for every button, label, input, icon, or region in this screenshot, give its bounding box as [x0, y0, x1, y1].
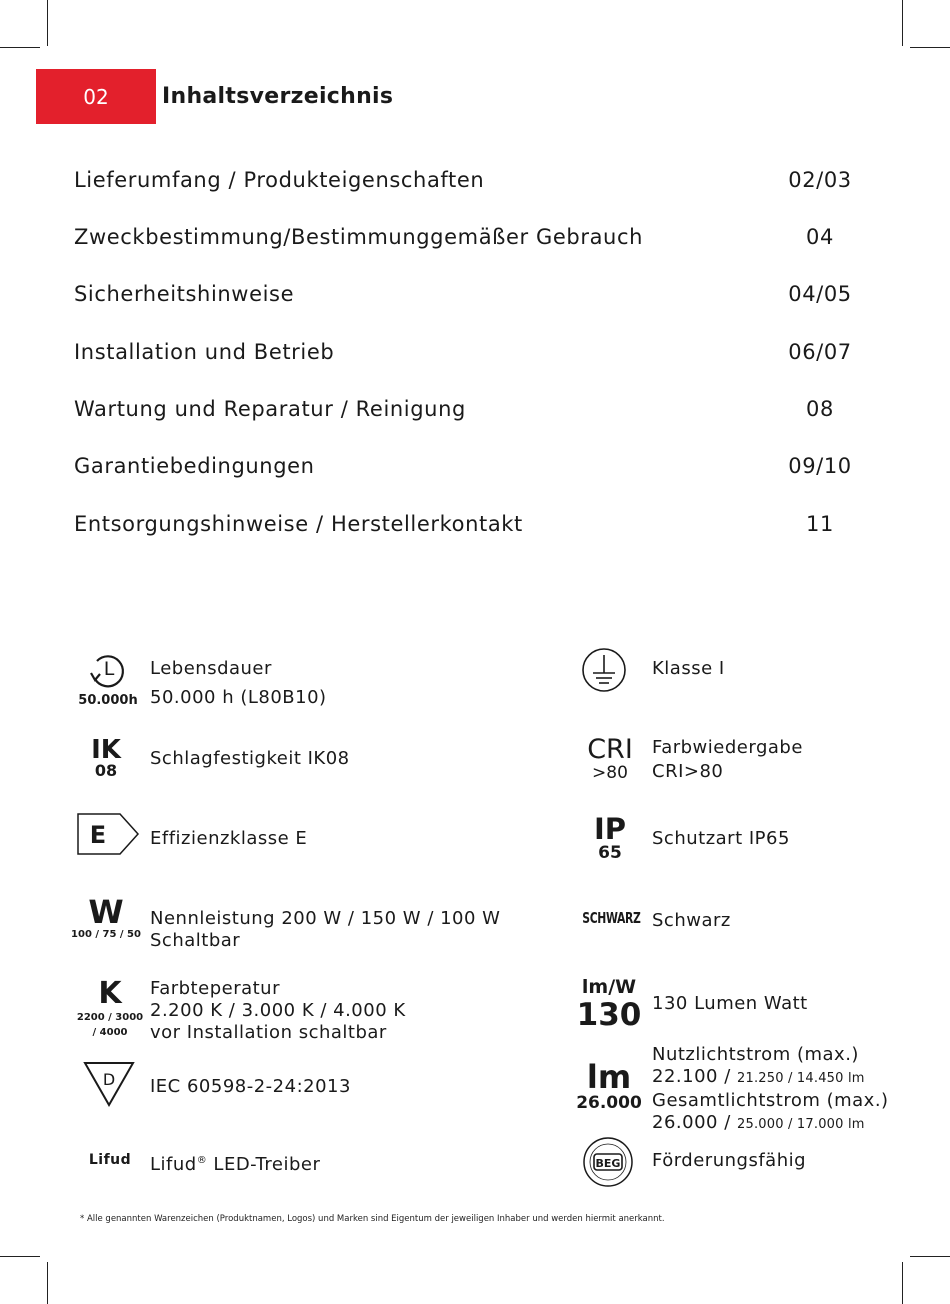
d-letter: D — [102, 1070, 116, 1089]
crop-mark — [47, 1262, 48, 1304]
lifetime-text — [150, 654, 327, 712]
efficiency-arrow-shape — [76, 812, 140, 856]
ip-icon-top: IP — [593, 812, 627, 846]
crop-mark — [47, 0, 48, 46]
toc-entry-page: 06/07 — [788, 340, 852, 364]
color-temp-line-1: Farbteperatur — [150, 978, 280, 999]
beg-seal-text: BEG — [595, 1157, 621, 1170]
flux-useful-variants: 21.250 / 14.450 lm — [737, 1071, 865, 1086]
toc-entry-page: 09/10 — [788, 454, 852, 478]
color-temp-text — [150, 978, 406, 1044]
flux-useful-max: 22.100 / — [652, 1066, 737, 1087]
toc-entry[interactable] — [74, 512, 860, 544]
lumen-per-watt-icon — [576, 974, 642, 1034]
lumen-icon-bottom: 26.000 — [576, 1093, 642, 1113]
cri-line-2: CRI>80 — [652, 761, 724, 782]
crop-mark — [910, 1256, 950, 1257]
lifetime-clock-icon — [76, 648, 140, 710]
flux-line-1: Nutzlichtstrom (max.) — [652, 1044, 859, 1065]
power-line-1: Nennleistung 200 W / 150 W / 100 W — [150, 908, 501, 929]
toc-entry-label: Zweckbestimmung/Bestimmunggemäßer Gebrauch — [74, 225, 644, 249]
cri-line-1: Farbwiedergabe — [652, 737, 803, 758]
kelvin-icon-bottom-2: / 4000 — [92, 1027, 128, 1038]
class-text: Klasse I — [652, 658, 725, 679]
lifud-logo-icon — [80, 1148, 140, 1172]
toc-entry-label: Installation und Betrieb — [74, 340, 335, 364]
toc-entry-page: 11 — [806, 512, 834, 536]
flux-text — [652, 1044, 889, 1136]
toc-entry-page: 02/03 — [788, 168, 852, 192]
cri-icon-top: CRI — [587, 734, 633, 765]
wattage-icon-top: W — [88, 893, 124, 931]
page-number-badge — [36, 69, 156, 124]
kelvin-icon-bottom-1: 2200 / 3000 — [76, 1012, 144, 1023]
crop-mark — [0, 1256, 40, 1257]
lumen-icon-top: lm — [586, 1058, 632, 1096]
efficacy-icon-top: lm/W — [581, 976, 637, 998]
flux-total-variants: 25.000 / 17.000 lm — [737, 1117, 865, 1132]
lumen-icon — [576, 1060, 642, 1114]
d-triangle-icon — [82, 1058, 136, 1110]
toc-entry-label: Sicherheitshinweise — [74, 282, 295, 306]
color-black-icon — [578, 904, 644, 932]
efficacy-icon-bottom: 130 — [576, 997, 642, 1033]
color-icon-text: SCHWARZ — [581, 909, 641, 927]
crop-mark — [0, 47, 40, 48]
toc-entry-page: 04 — [806, 225, 834, 249]
toc-entry[interactable] — [74, 340, 860, 372]
cri-text — [652, 736, 803, 784]
color-temp-line-3: vor Installation schaltbar — [150, 1022, 387, 1043]
lifetime-value: 50.000 h (L80B10) — [150, 687, 327, 708]
efficiency-text: Effizienzklasse E — [150, 828, 308, 849]
power-line-2: Schaltbar — [150, 930, 241, 951]
funding-text: Förderungsfähig — [652, 1150, 807, 1171]
toc-entry[interactable] — [74, 168, 860, 200]
ik-icon-top: IK — [91, 735, 121, 765]
lifud-logo-text: Lifud — [88, 1152, 132, 1168]
toc-entry-page: 04/05 — [788, 282, 852, 306]
ip-icon-bottom: 65 — [598, 843, 622, 863]
wattage-icon — [72, 894, 140, 944]
cri-icon — [582, 734, 638, 784]
beg-seal-shape — [582, 1136, 634, 1188]
lifetime-title: Lebensdauer — [150, 658, 272, 679]
efficiency-letter: E — [89, 821, 107, 849]
page-title: Inhaltsverzeichnis — [162, 84, 394, 109]
toc-entry[interactable] — [74, 225, 860, 257]
flux-total-max: 26.000 / — [652, 1112, 737, 1133]
power-text — [150, 908, 500, 952]
d-triangle-shape — [82, 1059, 136, 1109]
flux-line-3: Gesamtlichtstrom (max.) — [652, 1090, 889, 1111]
toc-entry-label: Wartung und Reparatur / Reinigung — [74, 397, 466, 421]
earth-symbol — [581, 647, 627, 693]
driver-brand: Lifud — [150, 1154, 197, 1175]
ik-rating-icon — [86, 736, 126, 782]
color-text: Schwarz — [652, 910, 731, 931]
driver-rest: LED-Treiber — [207, 1154, 321, 1175]
color-temp-line-2: 2.200 K / 3.000 K / 4.000 K — [150, 1000, 406, 1021]
cri-icon-bottom: >80 — [592, 763, 628, 783]
flux-line-2 — [652, 1066, 889, 1090]
standard-text: IEC 60598-2-24:2013 — [150, 1076, 351, 1097]
toc-entry-label: Garantiebedingungen — [74, 454, 315, 478]
efficacy-text: 130 Lumen Watt — [652, 993, 808, 1014]
protective-earth-icon — [580, 646, 628, 694]
wattage-icon-bottom: 100 / 75 / 50 — [71, 929, 141, 940]
crop-mark — [910, 47, 950, 48]
clock-letter: L — [103, 657, 115, 680]
page-number: 02 — [83, 84, 109, 109]
toc-entry[interactable] — [74, 454, 860, 486]
crop-mark — [902, 1262, 903, 1304]
driver-registered-mark: ® — [196, 1155, 208, 1166]
driver-text — [150, 1150, 320, 1176]
impact-text: Schlagfestigkeit IK08 — [150, 748, 350, 769]
toc-entry[interactable] — [74, 397, 860, 429]
kelvin-icon-top: K — [98, 976, 122, 1011]
ip-text: Schutzart IP65 — [652, 828, 790, 849]
toc-entry-page: 08 — [806, 397, 834, 421]
beg-seal-icon — [582, 1136, 634, 1188]
crop-mark — [902, 0, 903, 46]
ip-rating-icon — [588, 814, 632, 864]
flux-line-4 — [652, 1112, 889, 1136]
ik-icon-bottom: 08 — [94, 761, 118, 780]
toc-entry-label: Entsorgungshinweise / Herstellerkontakt — [74, 512, 523, 536]
toc-entry[interactable] — [74, 282, 860, 314]
kelvin-icon — [72, 974, 148, 1044]
trademark-footnote: * Alle genannten Warenzeichen (Produktnamen, Logos) und Marken sind Eigentum der jeweiligen Inhaber und werden hiermit anerkannt. — [80, 1214, 665, 1224]
efficiency-arrow-icon — [76, 812, 140, 856]
lifetime-icon-caption: 50.000h — [78, 692, 138, 708]
toc-entry-label: Lieferumfang / Produkteigenschaften — [74, 168, 485, 192]
clock-symbol — [83, 651, 133, 691]
